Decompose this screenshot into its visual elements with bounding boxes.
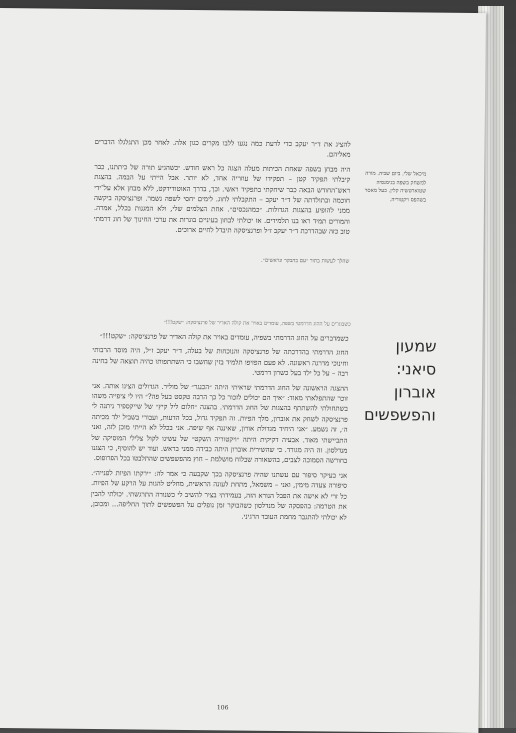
chapter-title-line: והפשפשים [363,404,436,425]
paragraph: כשמדברים על החוג הדרמתי בשפיה, עומדים באויר את קולה האדיר של פרנציסקה: ״שקט!!!״ [99,332,349,343]
side-caption: מיכאל שלי. ביום שביה. מורה למשחק בשפה בגימנסיה שטוארטשיה קלין. כעל מאסר בשהפס ויקטוריה. [364,170,427,204]
photo-caption-top: שהלך לעשות בתור ״עם בהבקר ונראשים״. [261,257,350,265]
chapter-title [354,334,437,427]
chapter-title-line: שמעון סיאני: [395,336,437,379]
book-page [0,8,486,733]
paragraph: ההצגה הראשונה של החוג הדרמתי שראיתי היתה ״הכנגר״ של מוליר. הגדולים הציגו אותה. אני זוכר שהתפלאתי מאוד: ״איך הם יכולים לזכור כל כך הרבה טקסט בעל פה?״ היו לי ציפייה משהו בשתחולתי להשתתף בהצגות של החוג הדרמתי. בהצגה ״חלום ליל קיץ״ של שייקספיר ניתנה לי פרנציסקה לשחק את אוברון, מלך הפיות. זה תפקיד גדול, בכל הדעות, ועבורי בשביל ילד מכיתה ה׳, זה נשמע. ״אני היחיד מגדולת אורון, שאיננה אף שיפה. אני בכלל לא הייתי מוכן לזה, ואני התביישתי מאוד. אבעיה דקיקית היתה ״ויקטוריה השקט״ של עשינו לקול צלילי המוסיקה של מנדלסון. זה היה מגורד. כי שהשירית אוברון היתה כבידה ממני בראש. ועוד יש להוסיף, כי הצגנו בחורשה הסמוכה לצבים, בהשאורה שבלוח מושלמת – חוץ מהפשפשים שהתלבטו בכל הפרופוס. [91,381,349,466]
main-text-block [89,331,349,689]
paragraph: היה מבחן בשפה שאחת הכיתות מעלה הצגה כל ראש חודש. יכשהגיע תורה של כיתתנו, כבר קיבלתי תפקיד קטן – תפקידו של עוזריה אחד, לא יותר. אבל הייתי על הבמה. בהצגת ראש־החודש הבאה כבר שיחקתי בתפקיד ראשי. וכך, בדרך האוטודידקט, ללא מבחן אלא על־ידי חוכמה ובתולדתה של ד״ר יעקב – התקבלתי לחוג. לימים יחסי לשפה נשמר. ופרנציסקה ביקשה ממני להופיע בהצגות הגדולות. ״כמהנכסים״. אחת הצלמים שלי, ולא המגנות בכלל, אמרה. והמורים תמיד ראו בנו תלמידים. אז יכולתי לבחון בעיניים בוגרות את ערכי החינוך של חוג דרמתי טוב כזה שבהדרכת ד״ר יעקב ז״ל ופרנציסקה תיבדל לחיים ארוכים. [93,162,351,236]
paragraph: אני בעיקר סיפור עם עשתנו שהיה פרנציסקה בכך שקבעה כי אמר לה: ״ירקתו הפיות לפנייה״. סיפורה צעדה מימין, ואני – משמאל, מתחת לעונה הראשית, מחליט להגות על הרקע של הפיות. כל זרי לא אישה את הפבל הנורא הזה, בעמידתי בציר להשיב לי כשנורה התרגשתי. יכולתי להבין את הטרמה: בהפסקה של מנדלסון כשהבוקר זמן נופלים על הפשפשים לתוך החליפה... ומכובן, לא יכולתי להתגבר מחמת העובד הרגיני. [90,468,348,522]
section-subhead: כשבוגרים על ההוג הדרמטי בשפה, עומדים באויר את קולה האדיר של פרנציסקה: ״שקט!!!״ [163,319,351,328]
page-number: 106 [216,704,229,712]
paragraph: החוג הדרמתי בהדרכתה של פרנציסקה והנוכחות של בעלה, ד״ר יעקב ז״ל, היה מוסד הרבותי וחינוכי מדרגה ראשונה. לא פעם הפזיפו תלמיד בזין שחשבו כי השתתפותו כהיה תוצאה של בחינה רבה – על כל ילד בעל כשרון דרמטי. [92,346,349,378]
chapter-title-line: אוברון [393,382,437,402]
paragraph: להציג את ד״ר יעקב כדי לדעת כמה נגעו ללבו מקרים כגון אלה. לאחר מכן התגלגלו הדברים מאליהם. [94,137,351,160]
top-text-block [93,137,350,252]
